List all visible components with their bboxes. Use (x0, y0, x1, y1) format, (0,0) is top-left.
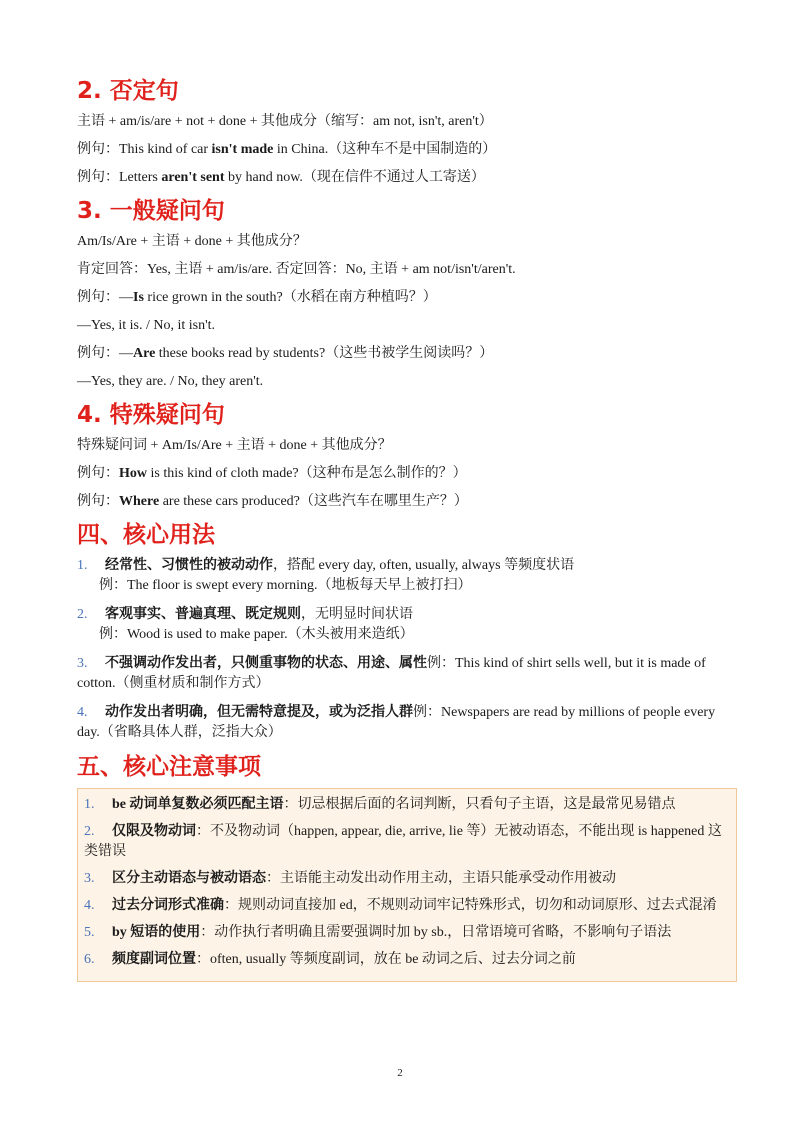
heading-key-notes: 五、核心注意事项 (77, 754, 261, 780)
heading-core-usage: 四、核心用法 (77, 522, 215, 548)
note-item: 3. 区分主动语态与被动语态：主语能主动发出动作用主动，主语只能承受动作用被动 (84, 871, 616, 886)
question-formula: Am/Is/Are + 主语 + done + 其他成分？ (77, 234, 307, 249)
answer-patterns: 肯定回答：Yes, 主语 + am/is/are. 否定回答：No, 主语 + am not/isn't/aren't. (77, 262, 516, 277)
note-item: 1. be 动词单复数必须匹配主语：切忌根据后面的名词判断，只看句子主语，这是最常见易错点 (84, 797, 676, 812)
note-item: 4. 过去分词形式准确：规则动词直接加 ed，不规则动词牢记特殊形式，切勿和动词原形、过去式混淆 (84, 898, 717, 913)
usage-item: 1. 经常性、习惯性的被动动作，搭配 every day, often, usually, always 等频度状语 例：The floor is swept every morning.（地板每天早上被打扫） (77, 558, 575, 593)
usage-item: 3. 不强调动作发出者，只侧重事物的状态、用途、属性例：This kind of shirt sells well, but it is made of cotton.（侧重材质和制作方式） (77, 656, 706, 691)
wh-formula: 特殊疑问词 + Am/Is/Are + 主语 + done + 其他成分？ (77, 438, 392, 453)
question-example-2: 例句：—Are these books read by students?（这些书被学生阅读吗？） (77, 346, 494, 361)
heading-negative: 2. 否定句 (77, 78, 179, 104)
page-number: 2 (397, 1067, 403, 1079)
usage-item: 4. 动作发出者明确，但无需特意提及，或为泛指人群例：Newspapers are read by millions of people every day.（省略具体人群，泛指大众） (77, 705, 716, 740)
question-answer-1: —Yes, it is. / No, it isn't. (77, 318, 216, 333)
notes-box (77, 788, 737, 982)
negative-example-2: 例句：Letters aren't sent by hand now.（现在信件不通过人工寄送） (77, 170, 485, 185)
wh-example-1: 例句：How is this kind of cloth made?（这种布是怎么制作的？） (77, 466, 467, 481)
note-item: 2. 仅限及物动词：不及物动词（happen, appear, die, arrive, lie 等）无被动语态，不能出现 is happened 这类错误 (84, 824, 722, 859)
question-answer-2: —Yes, they are. / No, they aren't. (77, 374, 264, 389)
note-item: 6. 频度副词位置：often, usually 等频度副词，放在 be 动词之后、过去分词之前 (84, 952, 576, 967)
question-example-1: 例句：—Is rice grown in the south?（水稻在南方种植吗？） (77, 290, 437, 305)
document-page (77, 76, 727, 982)
heading-wh-question: 4. 特殊疑问句 (77, 402, 225, 428)
usage-item: 2. 客观事实、普遍真理、既定规则，无明显时间状语 例：Wood is used to make paper.（木头被用来造纸） (77, 607, 414, 642)
note-item: 5. by 短语的使用：动作执行者明确且需要强调时加 by sb.，日常语境可省略，不影响句子语法 (84, 925, 672, 940)
heading-yes-no-question: 3. 一般疑问句 (77, 198, 225, 224)
wh-example-2: 例句：Where are these cars produced?（这些汽车在哪里生产？） (77, 494, 468, 509)
negative-formula: 主语 + am/is/are + not + done + 其他成分（缩写：am not, isn't, aren't） (77, 114, 493, 129)
negative-example-1: 例句：This kind of car isn't made in China.（这种车不是中国制造的） (77, 142, 497, 157)
